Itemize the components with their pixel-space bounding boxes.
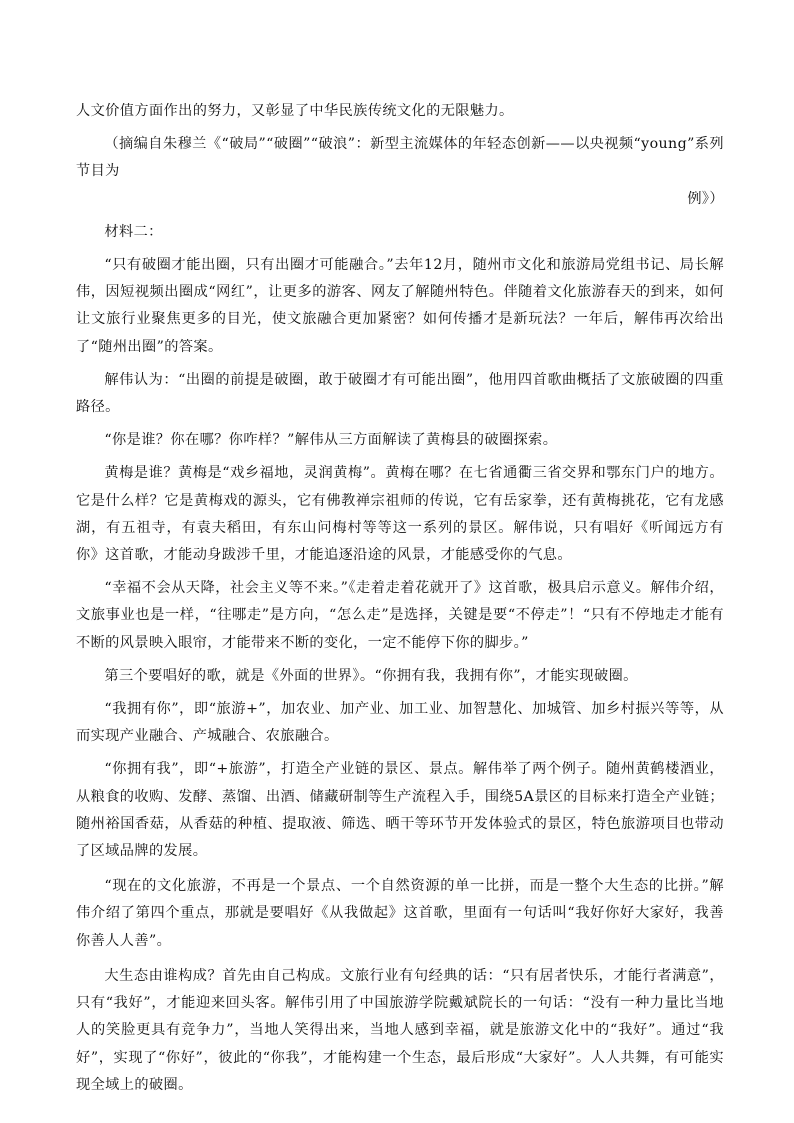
- paragraph: “你是谁？你在哪？你咋样？”解伟从三方面解读了黄梅县的破圈探索。: [104, 432, 558, 449]
- paragraph: 解伟认为：“出圈的前提是破圈，敢于破圈才有可能出圈”，他用四首歌曲概括了文旅破圈的四重路径。: [76, 371, 724, 416]
- material-heading: 材料二：: [104, 223, 163, 240]
- paragraph: 黄梅是谁？黄梅是“戏乡福地，灵润黄梅”。黄梅在哪？在七省通衢三省交界和鄂东门户的地方。它是什么样？它是黄梅戏的源头，它有佛教禅宗祖师的传说，它有岳家拳，还有黄梅挑花，它有龙感湖，有五祖寺，有袁夫稻田，有东山问梅村等等这一系列的景区。解伟说，只有唱好《听闻远方有你》这首歌，才能动身跋涉千里，才能追逐沿途的风景，才能感受你的气息。: [76, 465, 724, 564]
- paragraph: “现在的文化旅游，不再是一个景点、一个自然资源的单一比拼，而是一整个大生态的比拼。”解伟介绍了第四个重点，那就是要唱好《从我做起》这首歌，里面有一句话叫“我好你好大家好，我善你善人人善”。: [76, 878, 724, 949]
- document-body: [76, 98, 724, 1099]
- paragraph-continuation: 人文价值方面作出的努力，又彰显了中华民族传统文化的无限魅力。: [76, 103, 514, 119]
- paragraph: 大生态由谁构成？首先由自己构成。文旅行业有句经典的话：“只有居者快乐，才能行者满意”，只有“我好”，才能迎来回头客。解伟引用了中国旅游学院戴斌院长的一句话：“没有一种力量比当地人的笑脸更具有竞争力”，当地人笑得出来，当地人感到幸福，就是旅游文化中的“我好”。通过“我好”，实现了“你好”，彼此的“你我”，才能构建一个生态，最后形成“大家好”。人人共舞，有可能实现全域上的破圈。: [76, 967, 724, 1093]
- paragraph: “你拥有我”，即“+旅游”，打造全产业链的景区、景点。解伟举了两个例子。随州黄鹤楼酒业，从粮食的收购、发酵、蒸馏、出酒、储藏研制等生产流程入手，围绕5A景区的目标来打造全产业链；随州裕国香菇，从香菇的种植、提取液、筛选、晒干等环节开发体验式的景区，特色旅游项目也带动了区域品牌的发展。: [76, 761, 724, 860]
- citation-source: （摘编自朱穆兰《“破局”“破圈”“破浪”：新型主流媒体的年轻态创新——以央视频“young”系列节目为: [76, 136, 724, 180]
- paragraph: “只有破圈才能出圈，只有出圈才可能融合。”去年12月，随州市文化和旅游局党组书记、局长解伟，因短视频出圈成“网红”，让更多的游客、网友了解随州特色。伴随着文化旅游春天的到来，如何让文旅行业聚焦更多的目光，使文旅融合更加紧密？如何传播才是新玩法？一年后，解伟再次给出了“随州出圈”的答案。: [76, 257, 724, 355]
- citation-source-end: 例》）: [687, 190, 724, 207]
- paragraph: “我拥有你”，即“旅游+”，加农业、加产业、加工业、加智慧化、加城管、加乡村振兴等等，从而实现产业融合、产城融合、农旅融合。: [76, 701, 724, 745]
- paragraph: 第三个要唱好的歌，就是《外面的世界》。“你拥有我，我拥有你”，才能实现破圈。: [104, 667, 638, 684]
- paragraph: “幸福不会从天降，社会主义等不来。”《走着走着花就开了》这首歌，极具启示意义。解伟介绍，文旅事业也是一样，“往哪走”是方向，“怎么走”是选择，关键是要“不停走”！“只有不停地走才能有不断的风景映入眼帘，才能带来不断的变化，一定不能停下你的脚步。”: [76, 580, 724, 651]
